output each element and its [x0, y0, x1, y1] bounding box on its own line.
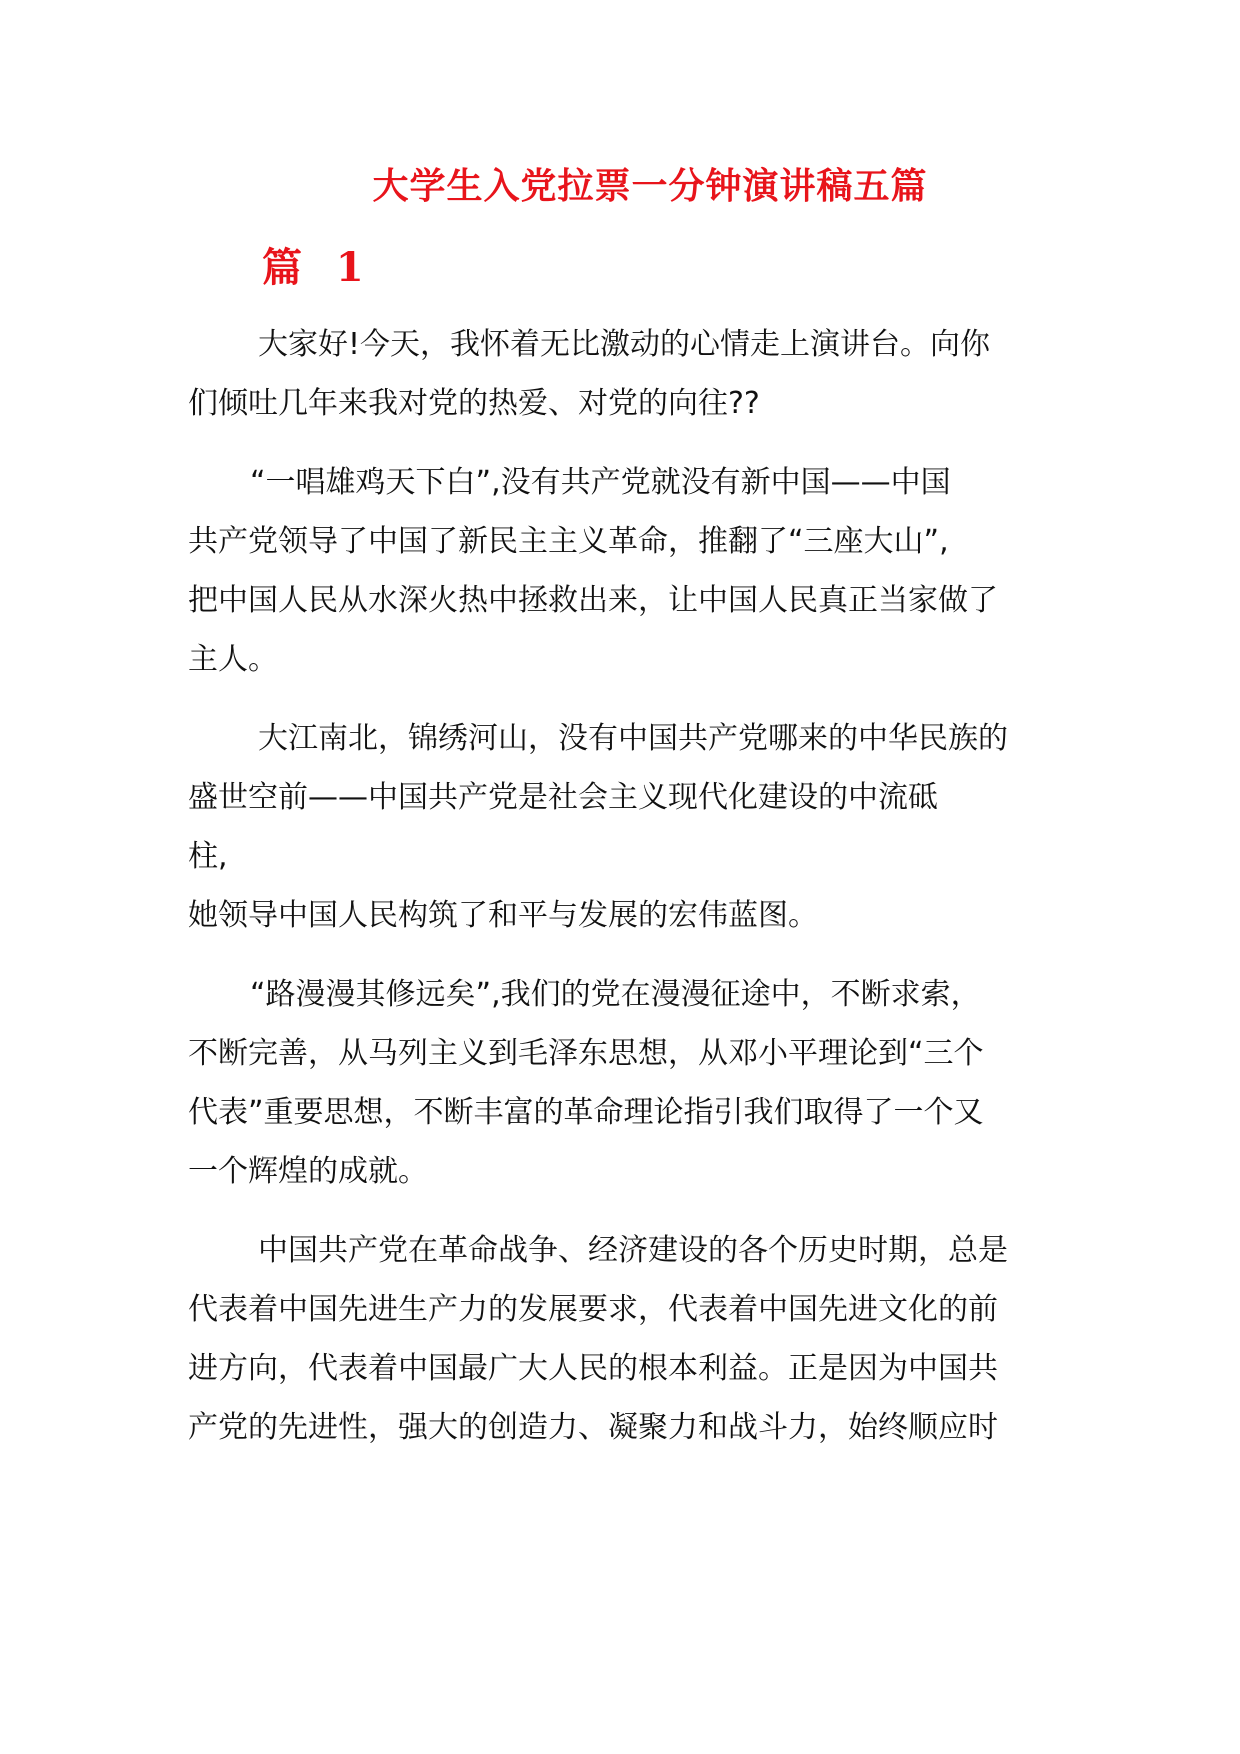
paragraph-new-china: “一唱雄鸡天下白”,没有共产党就没有新中国——中国 共产党领导了中国了新民主主义革命，推翻了“三座大山”, 把中国人民从水深火热中拯救出来，让中国人民真正当家做了 主人。	[188, 465, 998, 677]
paragraph-theory: “路漫漫其修远矣”,我们的党在漫漫征途中，不断求索， 不断完善，从马列主义到毛泽东思想，从邓小平理论到“三个 代表”重要思想，不断丰富的革命理论指引我们取得了一个又 一个辉煌的成就。	[188, 977, 984, 1189]
paragraph-blueprint: 她领导中国人民构筑了和平与发展的宏伟蓝图。	[188, 898, 818, 933]
paragraph-greeting: 大家好!今天，我怀着无比激动的心情走上演讲台。向你 们倾吐几年来我对党的热爱、对党的向往??	[188, 327, 991, 421]
document-body	[188, 315, 1068, 1477]
section-heading: 篇 1	[262, 244, 374, 291]
paragraph-advancement: 中国共产党在革命战争、经济建设的各个历史时期，总是 代表着中国先进生产力的发展要求，代表着中国先进文化的前 进方向，代表着中国最广大人民的根本利益。正是因为中国共 产党的先进性，强大的创造力、凝聚力和战斗力，始终顺应时	[188, 1233, 1008, 1445]
document-title: 大学生入党拉票一分钟演讲稿五篇	[372, 165, 928, 207]
paragraph-mainstay: 大江南北，锦绣河山，没有中国共产党哪来的中华民族的 盛世空前——中国共产党是社会主义现代化建设的中流砥 柱,	[188, 721, 1008, 874]
